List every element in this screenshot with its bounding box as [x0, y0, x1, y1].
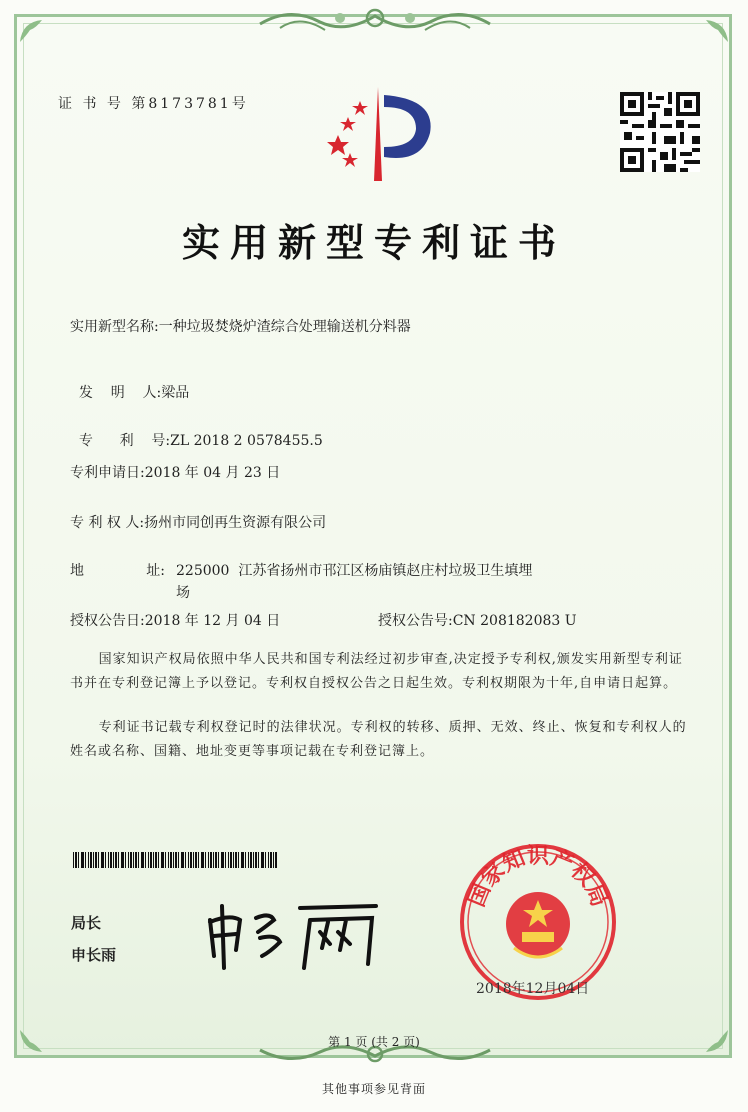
address-line-1: 225000 江苏省扬州市邗江区杨庙镇赵庄村垃圾卫生填埋: [176, 563, 533, 579]
legal-status-paragraph: 专利证书记载专利权登记时的法律状况。专利权的转移、质押、无效、终止、恢复和专利权人的姓名或名称、国籍、地址变更等事项记载在专利登记簿上。: [70, 720, 687, 759]
grant-date-row: [70, 610, 280, 630]
inventor-name: 梁品: [161, 385, 190, 401]
certificate-number: 证 书 号 第8173781号: [58, 96, 249, 112]
top-ornament-icon: [250, 4, 500, 38]
director-signature: [200, 898, 385, 970]
seal-date: 2018年12月04日: [476, 981, 590, 997]
grant-date: 2018 年 12 月 04 日: [144, 613, 281, 629]
utility-model-name-row: [70, 316, 411, 336]
patent-owner: 扬州市同创再生资源有限公司: [144, 515, 327, 531]
director-title: 局长: [71, 914, 102, 932]
seal-text: 国家知识产权局: [464, 844, 612, 911]
patent-number: ZL 2018 2 0578455.5: [170, 433, 323, 449]
grant-number: CN 208182083 U: [452, 613, 577, 629]
qr-code: [620, 92, 700, 172]
certificate-title: 实用新型专利证书: [181, 220, 566, 265]
field-label: 授权公告日:: [70, 613, 145, 629]
director-name: 申长雨: [71, 946, 117, 964]
corner-ornament-icon: [18, 18, 44, 44]
grant-number-row: [378, 610, 577, 630]
page-info: 第 1 页 (共 2 页): [328, 1035, 420, 1049]
patent-owner-row: [70, 512, 326, 532]
utility-model-name: 一种垃圾焚烧炉渣综合处理输送机分料器: [158, 319, 411, 335]
field-label: 专 利 权 人:: [70, 515, 145, 531]
address-line-2: 场: [176, 585, 190, 601]
inventor-row: [70, 366, 189, 402]
corner-ornament-icon: [704, 18, 730, 44]
field-label: 专 利 号:: [78, 433, 171, 449]
address-label: 地 址:: [70, 563, 166, 579]
patent-number-row: [70, 414, 323, 450]
back-note: 其他事项参见背面: [321, 1082, 426, 1096]
field-label: 专利申请日:: [70, 465, 145, 481]
field-label: 发 明 人:: [78, 385, 162, 401]
patent-office-logo: [318, 85, 438, 183]
barcode: [73, 852, 278, 868]
field-label: 授权公告号:: [378, 613, 453, 629]
grant-statement-paragraph: 国家知识产权局依照中华人民共和国专利法经过初步审查,决定授予专利权,颁发实用新型专利证书并在专利登记簿上予以登记。专利权自授权公告之日起生效。专利权期限为十年,自申请日起算。: [70, 652, 683, 691]
filing-date-row: [70, 462, 280, 482]
address-value: [176, 560, 596, 604]
filing-date: 2018 年 04 月 23 日: [144, 465, 281, 481]
field-label: 实用新型名称:: [70, 319, 159, 335]
